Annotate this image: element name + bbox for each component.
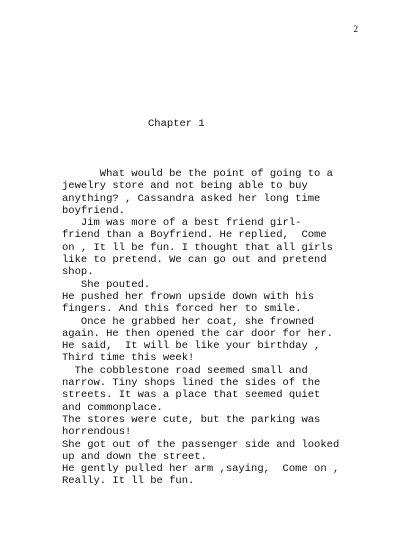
body-line: She got out of the passenger side and looked xyxy=(62,438,340,451)
body-line: narrow. Tiny shops lined the sides of the xyxy=(62,377,321,390)
body-line: He said, It will be like your birthday , xyxy=(62,340,321,353)
body-line: horrendous! xyxy=(62,426,132,439)
body-line: Once he grabbed her coat, she frowned xyxy=(62,315,315,328)
body-line: He gently pulled her arm ,saying, Come on , xyxy=(62,463,340,476)
body-line: shop. xyxy=(62,266,94,279)
body-line: and commonplace. xyxy=(62,401,163,414)
body-line: The stores were cute, but the parking was xyxy=(62,413,321,426)
body-line: Third time this week! xyxy=(62,352,195,365)
body-line: streets. It was a place that seemed quiet xyxy=(62,389,321,402)
body-line: fingers. And this forced her to smile. xyxy=(62,303,302,316)
body-line: What would be the point of going to a xyxy=(62,168,333,180)
body-line: on , It ll be fun. I thought that all girls xyxy=(62,241,333,254)
chapter-title: Chapter 1 xyxy=(148,118,205,130)
body-line: up and down the street. xyxy=(62,450,207,463)
body-line: like to pretend. We can go out and pretend xyxy=(62,254,327,267)
page-number: 2 xyxy=(353,24,358,34)
body-line: Jim was more of a best friend girl- xyxy=(62,217,302,230)
body-line: The cobblestone road seemed small and xyxy=(62,364,308,377)
body-line: He pushed her frown upside down with his xyxy=(62,290,315,303)
chapter-body xyxy=(62,168,382,488)
body-line: She pouted. xyxy=(62,278,151,291)
body-line: anything? , Cassandra asked her long time xyxy=(62,192,321,205)
body-line: friend than a Boyfriend. He replied, Come xyxy=(62,229,327,242)
body-line: boyfriend. xyxy=(62,204,126,217)
body-line: again. He then opened the car door for her. xyxy=(62,327,333,340)
body-line: Really. It ll be fun. xyxy=(62,475,195,488)
body-line: jewelry store and not being able to buy xyxy=(62,180,308,193)
